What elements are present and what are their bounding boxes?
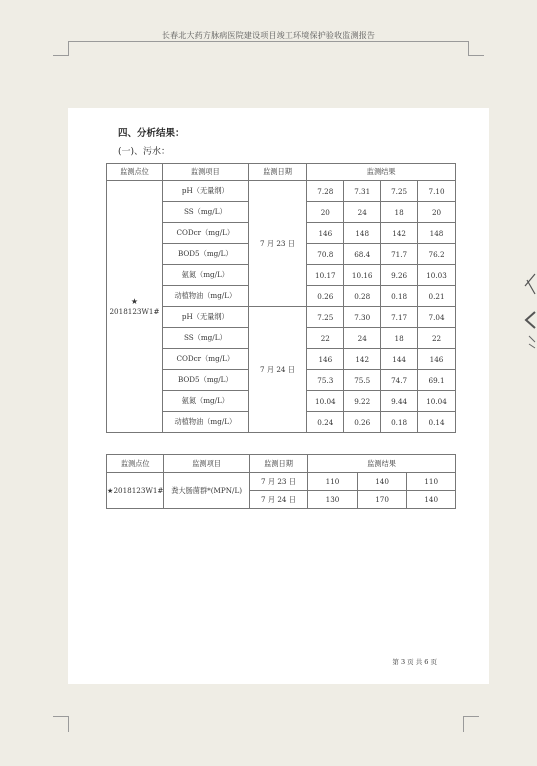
site-cell: ★2018123W1#	[107, 473, 164, 509]
section-heading: 四、分析结果：	[118, 128, 185, 139]
header-item: 监测项目	[164, 455, 249, 473]
value-cell: 75.5	[344, 370, 381, 391]
date-cell: 7 月 23 日	[249, 473, 307, 491]
value-cell: 10.04	[418, 391, 456, 412]
table-header-row	[107, 455, 456, 473]
value-cell: 110	[308, 473, 358, 491]
header-results: 监测结果	[307, 164, 456, 181]
corner-mark-bottom-left-v	[68, 716, 69, 732]
document-page	[68, 108, 489, 684]
header-item: 监测项目	[162, 164, 248, 181]
site-cell	[107, 181, 163, 433]
value-cell: 74.7	[381, 370, 418, 391]
corner-mark-top-right-stub	[468, 55, 484, 56]
value-cell: 0.24	[307, 412, 344, 433]
item-cell: SS（mg/L）	[162, 328, 248, 349]
header-date: 监测日期	[248, 164, 307, 181]
item-cell: BOD5（mg/L）	[162, 244, 248, 265]
item-cell: CODcr（mg/L）	[162, 349, 248, 370]
value-cell: 20	[307, 202, 344, 223]
value-cell: 68.4	[344, 244, 381, 265]
value-cell: 7.04	[418, 307, 456, 328]
report-header-title: 长春北大药方脉病医院建设项目竣工环境保护验收监测报告	[161, 31, 376, 40]
value-cell: 0.18	[381, 286, 418, 307]
wastewater-results-table	[106, 163, 456, 433]
value-cell: 146	[307, 223, 344, 244]
value-cell: 76.2	[418, 244, 456, 265]
value-cell: 7.25	[381, 181, 418, 202]
item-cell: BOD5（mg/L）	[162, 370, 248, 391]
star-icon: ★	[130, 297, 139, 306]
value-cell: 7.10	[418, 181, 456, 202]
value-cell: 20	[418, 202, 456, 223]
header-site: 监测点位	[107, 455, 164, 473]
page-number: 第 3 页 共 6 页	[392, 658, 437, 666]
item-cell: 氨氮（mg/L）	[162, 265, 248, 286]
value-cell: 69.1	[418, 370, 456, 391]
value-cell: 9.22	[344, 391, 381, 412]
item-cell: 动植物油（mg/L）	[162, 412, 248, 433]
value-cell: 70.8	[307, 244, 344, 265]
value-cell: 10.16	[344, 265, 381, 286]
date-cell: 7 月 24 日	[248, 307, 307, 433]
value-cell: 22	[418, 328, 456, 349]
value-cell: 0.28	[344, 286, 381, 307]
corner-mark-top-left-stub	[53, 55, 69, 56]
value-cell: 130	[308, 491, 358, 509]
value-cell: 148	[418, 223, 456, 244]
value-cell: 24	[344, 328, 381, 349]
table-row	[107, 473, 456, 491]
header-date: 监测日期	[249, 455, 307, 473]
header-results: 监测结果	[308, 455, 456, 473]
value-cell: 71.7	[381, 244, 418, 265]
item-cell: 氨氮（mg/L）	[162, 391, 248, 412]
value-cell: 7.30	[344, 307, 381, 328]
value-cell: 140	[407, 491, 456, 509]
value-cell: 7.25	[307, 307, 344, 328]
coliform-results-table	[106, 454, 456, 509]
value-cell: 142	[381, 223, 418, 244]
subsection-heading: (一)、污水：	[118, 147, 171, 157]
value-cell: 24	[344, 202, 381, 223]
value-cell: 22	[307, 328, 344, 349]
corner-mark-bottom-right-v	[463, 716, 464, 732]
value-cell: 110	[407, 473, 456, 491]
corner-mark-bottom-left-h	[53, 716, 69, 717]
value-cell: 0.26	[307, 286, 344, 307]
table-row	[107, 181, 456, 202]
value-cell: 146	[307, 349, 344, 370]
item-cell: 粪大肠菌群*(MPN/L)	[164, 473, 249, 509]
value-cell: 0.14	[418, 412, 456, 433]
item-cell: pH（无量纲）	[162, 307, 248, 328]
value-cell: 18	[381, 202, 418, 223]
seal-fragment-icon	[523, 272, 537, 352]
value-cell: 0.26	[344, 412, 381, 433]
value-cell: 144	[381, 349, 418, 370]
corner-mark-top-left-v	[68, 41, 69, 55]
site-label: 2018123W1#	[109, 307, 160, 316]
item-cell: 动植物油（mg/L）	[162, 286, 248, 307]
corner-mark-bottom-right-h	[463, 716, 479, 717]
value-cell: 10.17	[307, 265, 344, 286]
value-cell: 10.03	[418, 265, 456, 286]
value-cell: 7.17	[381, 307, 418, 328]
value-cell: 7.28	[307, 181, 344, 202]
date-cell: 7 月 24 日	[249, 491, 307, 509]
corner-mark-top-left-h	[68, 41, 468, 42]
value-cell: 140	[357, 473, 407, 491]
item-cell: pH（无量纲）	[162, 181, 248, 202]
value-cell: 0.18	[381, 412, 418, 433]
value-cell: 75.3	[307, 370, 344, 391]
value-cell: 18	[381, 328, 418, 349]
table-header-row	[107, 164, 456, 181]
corner-mark-top-right-v	[468, 41, 469, 55]
value-cell: 170	[357, 491, 407, 509]
header-site: 监测点位	[107, 164, 163, 181]
item-cell: CODcr（mg/L）	[162, 223, 248, 244]
value-cell: 9.44	[381, 391, 418, 412]
value-cell: 10.04	[307, 391, 344, 412]
value-cell: 146	[418, 349, 456, 370]
item-cell: SS（mg/L）	[162, 202, 248, 223]
value-cell: 0.21	[418, 286, 456, 307]
value-cell: 9.26	[381, 265, 418, 286]
value-cell: 142	[344, 349, 381, 370]
value-cell: 148	[344, 223, 381, 244]
value-cell: 7.31	[344, 181, 381, 202]
date-cell: 7 月 23 日	[248, 181, 307, 307]
